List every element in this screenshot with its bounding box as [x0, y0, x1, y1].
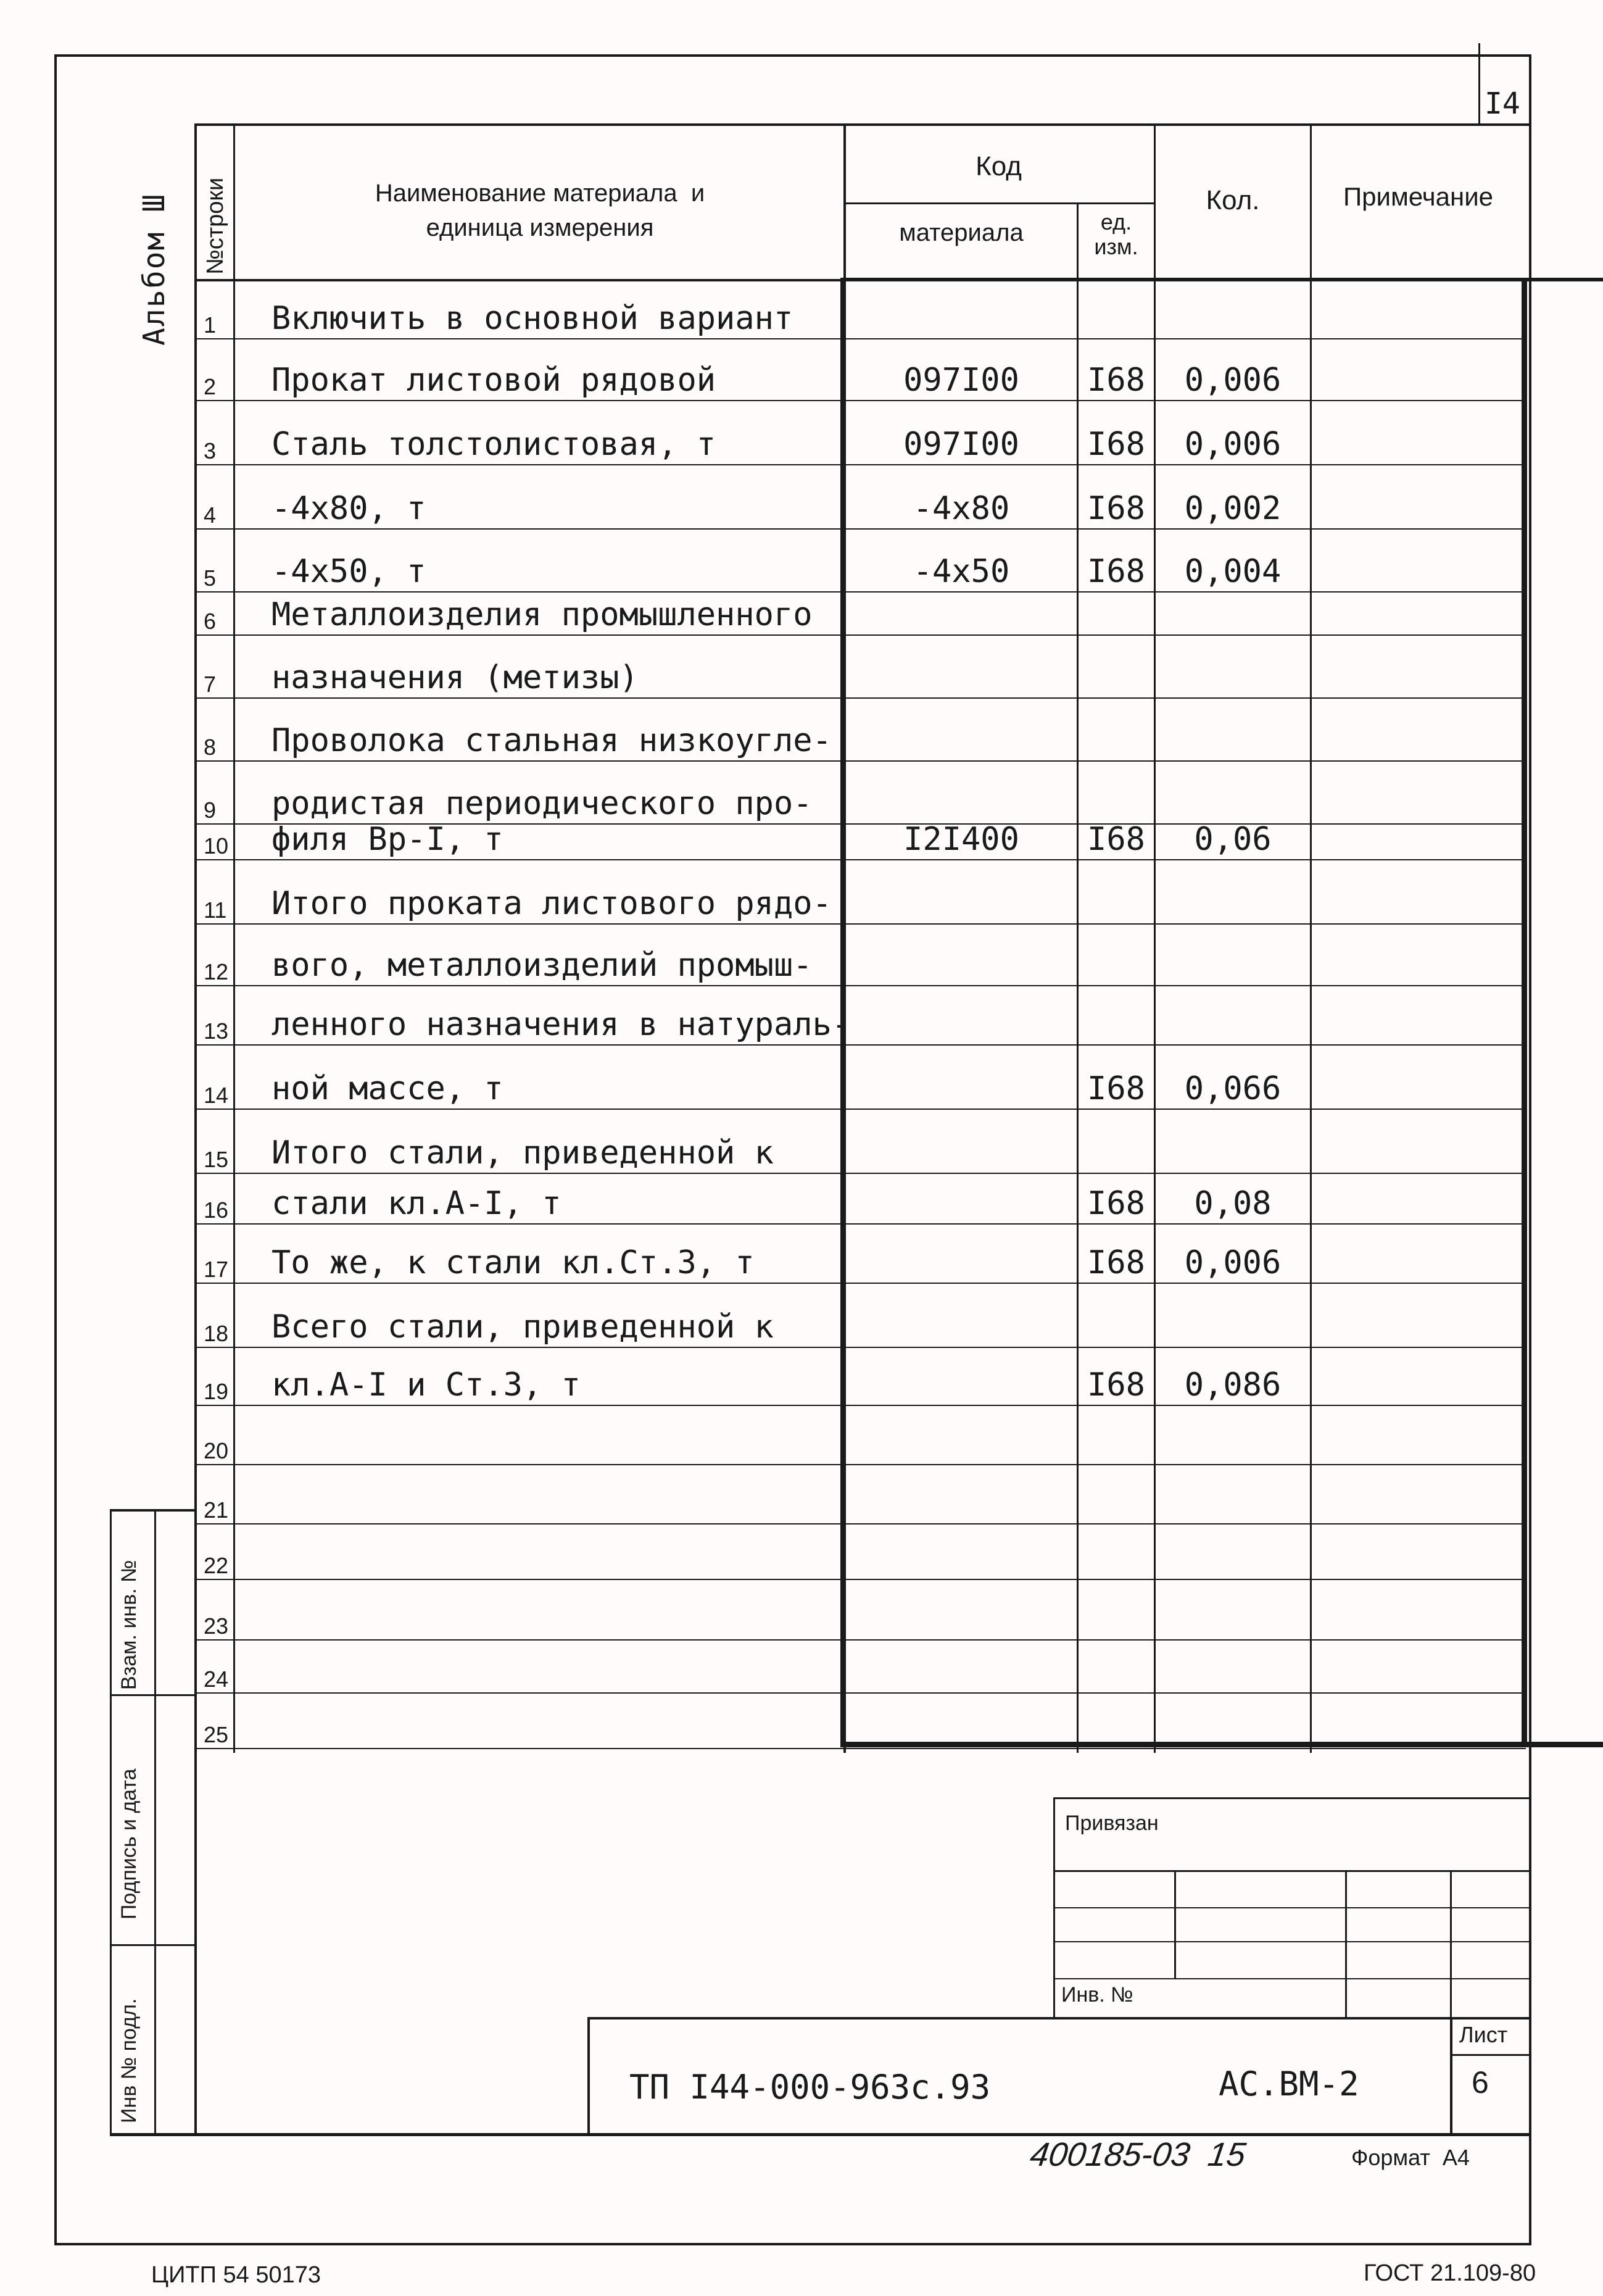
row-qty: 0,08: [1194, 1185, 1272, 1222]
row-material-code: 097I00: [903, 362, 1019, 399]
col-qty-right: [1310, 123, 1312, 1753]
bound-h4: [1053, 1978, 1529, 1979]
row-number: 17: [204, 1257, 229, 1282]
sign-date-label: Подпись и дата: [117, 1768, 141, 1920]
row-number: 16: [204, 1197, 229, 1223]
row-qty: 0,086: [1184, 1366, 1282, 1404]
row-number: 4: [204, 502, 217, 528]
sheet-box-left: [1450, 2017, 1452, 2134]
row-number: 8: [204, 734, 217, 760]
row-number: 14: [204, 1083, 229, 1108]
row-name: Проволока стальная низкоугле-: [271, 722, 832, 759]
row-rule: [196, 400, 1526, 401]
row-unit-code: I68: [1087, 426, 1145, 463]
row-number: 10: [204, 833, 229, 859]
inv-orig-label: Инв № подл.: [117, 1998, 141, 2123]
bound-v2: [1345, 1870, 1347, 2018]
header-unit-code: ед. изм.: [1094, 209, 1138, 259]
side-stamp-left: [110, 1509, 112, 2136]
side-stamp-sep2: [110, 1944, 196, 1946]
border-left: [194, 123, 197, 2136]
row-rule: [196, 1405, 1526, 1406]
handwritten-code: 400185-03 15: [1027, 2136, 1248, 2173]
row-material-code: -4x50: [913, 553, 1010, 590]
row-name: -4x80, т: [271, 490, 426, 527]
row-name: назначения (метизы): [271, 659, 639, 696]
row-rule: [196, 1579, 1526, 1580]
row-number: 3: [204, 438, 217, 464]
border-top: [194, 123, 1529, 126]
row-rule: [196, 1223, 1526, 1225]
row-name: филя Вр-I, т: [271, 821, 503, 858]
row-unit-code: I68: [1087, 1366, 1145, 1404]
row-rule: [196, 528, 1526, 530]
header-col-left: [233, 123, 235, 1753]
row-rule: [196, 760, 1526, 762]
row-qty: 0,066: [1184, 1070, 1282, 1107]
row-number: 20: [204, 1438, 229, 1463]
row-name: Сталь толстолистовая, т: [271, 426, 716, 463]
row-rule: [196, 697, 1526, 699]
row-name: родистая периодического про-: [271, 785, 813, 822]
row-number: 23: [204, 1613, 229, 1639]
row-rule: [196, 859, 1526, 860]
title-left: [587, 2017, 590, 2134]
footer-left: ЦИТП 54 50173: [151, 2262, 321, 2288]
row-rule: [196, 1748, 1526, 1749]
row-name: Всего стали, приведенной к: [271, 1308, 774, 1346]
frame-left: [54, 54, 57, 2245]
row-number: 19: [204, 1379, 229, 1404]
row-unit-code: I68: [1087, 1185, 1145, 1222]
row-rule: [196, 338, 1526, 339]
row-unit-code: I68: [1087, 553, 1145, 590]
replaced-inv-label: Взам. инв. №: [117, 1560, 141, 1690]
bound-h3: [1053, 1941, 1529, 1942]
row-number: 5: [204, 565, 217, 591]
row-number: 22: [204, 1553, 229, 1578]
row-rule: [196, 1523, 1526, 1524]
row-rule: [196, 985, 1526, 986]
row-number: 6: [204, 609, 217, 634]
row-unit-code: I68: [1087, 1070, 1145, 1107]
row-qty: 0,002: [1184, 490, 1282, 527]
row-number: 1: [204, 312, 217, 338]
corner-box-left: [1478, 43, 1480, 123]
doc-code: ТП I44-000-963с.93: [629, 2068, 991, 2107]
row-unit-code: I68: [1087, 1244, 1145, 1281]
bound-v1: [1174, 1870, 1176, 1978]
row-name: вого, металлоизделий промыш-: [271, 947, 813, 984]
row-rule: [196, 634, 1526, 636]
thick-right: [1522, 278, 1527, 1747]
header-row-no: №строки: [202, 177, 228, 275]
bound-top: [1053, 1797, 1529, 1799]
album-label: Альбом Ш: [137, 193, 172, 346]
row-name: кл.А-I и Ст.3, т: [271, 1366, 581, 1404]
row-name: Итого проката листового рядо-: [271, 885, 832, 922]
row-material-code: 097I00: [903, 426, 1019, 463]
doc-mark: АС.ВМ-2: [1219, 2065, 1359, 2103]
bound-h2: [1053, 1907, 1529, 1908]
row-rule: [196, 1283, 1526, 1284]
row-number: 15: [204, 1147, 229, 1172]
row-name: ленного назначения в натураль-: [271, 1006, 851, 1043]
header-sub-line: [843, 202, 1154, 204]
frame-bottom: [54, 2243, 1531, 2245]
row-rule: [196, 1347, 1526, 1348]
row-unit-code: I68: [1087, 362, 1145, 399]
header-code: Код: [975, 151, 1022, 181]
frame-right: [1529, 54, 1531, 2245]
bound-label: Привязан: [1065, 1811, 1159, 1835]
thick-top: [840, 278, 1603, 281]
row-name: стали кл.А-I, т: [271, 1185, 561, 1222]
row-number: 18: [204, 1321, 229, 1346]
row-number: 11: [204, 897, 227, 923]
frame-top: [56, 54, 1530, 57]
inv-no-label: Инв. №: [1061, 1983, 1133, 2007]
row-number: 7: [204, 672, 217, 697]
row-name: Итого стали, приведенной к: [271, 1134, 774, 1171]
header-material-code: материала: [899, 219, 1024, 246]
header-qty: Кол.: [1206, 185, 1260, 215]
row-material-code: I2I400: [903, 821, 1019, 858]
row-unit-code: I68: [1087, 490, 1145, 527]
sheet-label: Лист: [1459, 2022, 1508, 2047]
row-rule: [196, 1173, 1526, 1174]
header-note: Примечание: [1343, 182, 1494, 211]
header-name: Наименование материала и единица измерения: [375, 180, 705, 241]
row-material-code: -4x80: [913, 490, 1010, 527]
row-rule: [196, 1044, 1526, 1046]
row-name: Металлоизделия промышленного: [271, 596, 813, 633]
row-rule: [196, 1692, 1526, 1694]
side-stamp-mid: [154, 1509, 156, 2136]
row-rule: [196, 1639, 1526, 1641]
row-number: 13: [204, 1018, 229, 1044]
row-name: Прокат листовой рядовой: [271, 362, 716, 399]
footer-right: ГОСТ 21.109-80: [1364, 2260, 1536, 2286]
row-name: Включить в основной вариант: [271, 300, 793, 337]
sheet-box-mid: [1450, 2054, 1529, 2056]
row-name: -4x50, т: [271, 553, 426, 590]
row-number: 12: [204, 959, 229, 984]
sheet-number: 6: [1472, 2065, 1489, 2100]
thick-bottom: [840, 1742, 1603, 1747]
row-rule: [196, 591, 1526, 593]
row-qty: 0,006: [1184, 362, 1282, 399]
format-label: Формат А4: [1351, 2145, 1470, 2170]
row-name: ной массе, т: [271, 1070, 503, 1107]
row-number: 2: [204, 374, 217, 399]
border-bottom: [110, 2133, 1529, 2136]
row-qty: 0,004: [1184, 553, 1282, 590]
row-number: 25: [204, 1722, 229, 1747]
side-stamp-top: [110, 1509, 196, 1512]
side-stamp-sep1: [110, 1694, 196, 1696]
row-number: 21: [204, 1497, 229, 1523]
sheet-corner-number: I4: [1485, 86, 1520, 121]
row-rule: [196, 464, 1526, 465]
row-qty: 0,006: [1184, 426, 1282, 463]
row-name: То же, к стали кл.Ст.3, т: [271, 1244, 755, 1281]
row-rule: [196, 1464, 1526, 1465]
bound-v3: [1450, 1870, 1452, 2018]
row-number: 24: [204, 1666, 229, 1692]
row-qty: 0,06: [1194, 821, 1272, 858]
row-rule: [196, 923, 1526, 925]
row-number: 9: [204, 797, 217, 823]
row-qty: 0,006: [1184, 1244, 1282, 1281]
bound-h1: [1053, 1870, 1529, 1872]
row-rule: [196, 1108, 1526, 1110]
row-unit-code: I68: [1087, 821, 1145, 858]
title-top: [587, 2017, 1529, 2019]
